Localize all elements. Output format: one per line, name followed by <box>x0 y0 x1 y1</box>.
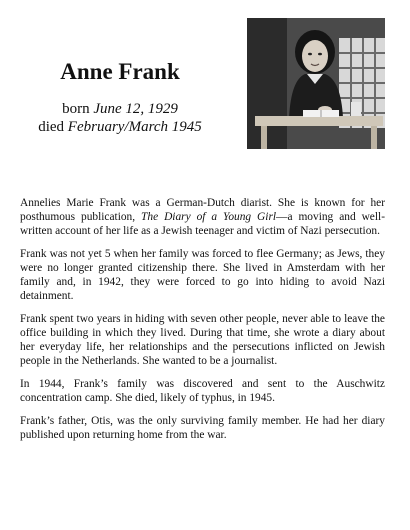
born-date: June 12, 1929 <box>93 101 178 117</box>
bio-paragraph-2: Frank was not yet 5 when her family was forced to flee Germany; as Jews, they were no longer granted citizenship there. She lived in Amsterdam with her family and, in 1942, they were forced to go into hiding to avoid Nazi detainment. <box>20 248 385 302</box>
born-line <box>20 100 220 118</box>
page-title: Anne Frank <box>60 59 180 84</box>
bio-p1-text-a: Annelies Marie Frank was a German-Dutch diarist. She is known for her posthumous publication, <box>20 197 385 223</box>
bio-paragraph-3: Frank spent two years in hiding with seven other people, never able to leave the office building in which they lived. During that time, she wrote a diary about her everyday life, her relationships and the persecutions inflicted on Jewish people in the Netherlands. She wanted to be a journalist. <box>20 313 385 367</box>
died-line <box>20 118 220 136</box>
died-date: February/March 1945 <box>67 119 202 135</box>
bio-p1-text-b: —a moving and well-written account of her life as a Jewish teenager and victim of Nazi persecution. <box>20 211 385 237</box>
bio-paragraph-5: Frank’s father, Otis, was the only surviving family member. He had her diary published upon returning home from the war. <box>20 415 385 441</box>
died-label: died <box>38 119 65 135</box>
bio-paragraph-1 <box>20 196 385 238</box>
portrait-photo <box>247 18 385 149</box>
life-dates <box>20 100 220 136</box>
book-title: The Diary of a Young Girl <box>141 211 277 223</box>
born-label: born <box>62 101 90 117</box>
header <box>0 0 410 185</box>
bio-paragraph-4: In 1944, Frank’s family was discovered and sent to the Auschwitz concentration camp. She died, likely of typhus, in 1945. <box>20 378 385 404</box>
biography <box>20 196 385 451</box>
portrait-illustration <box>247 18 385 149</box>
